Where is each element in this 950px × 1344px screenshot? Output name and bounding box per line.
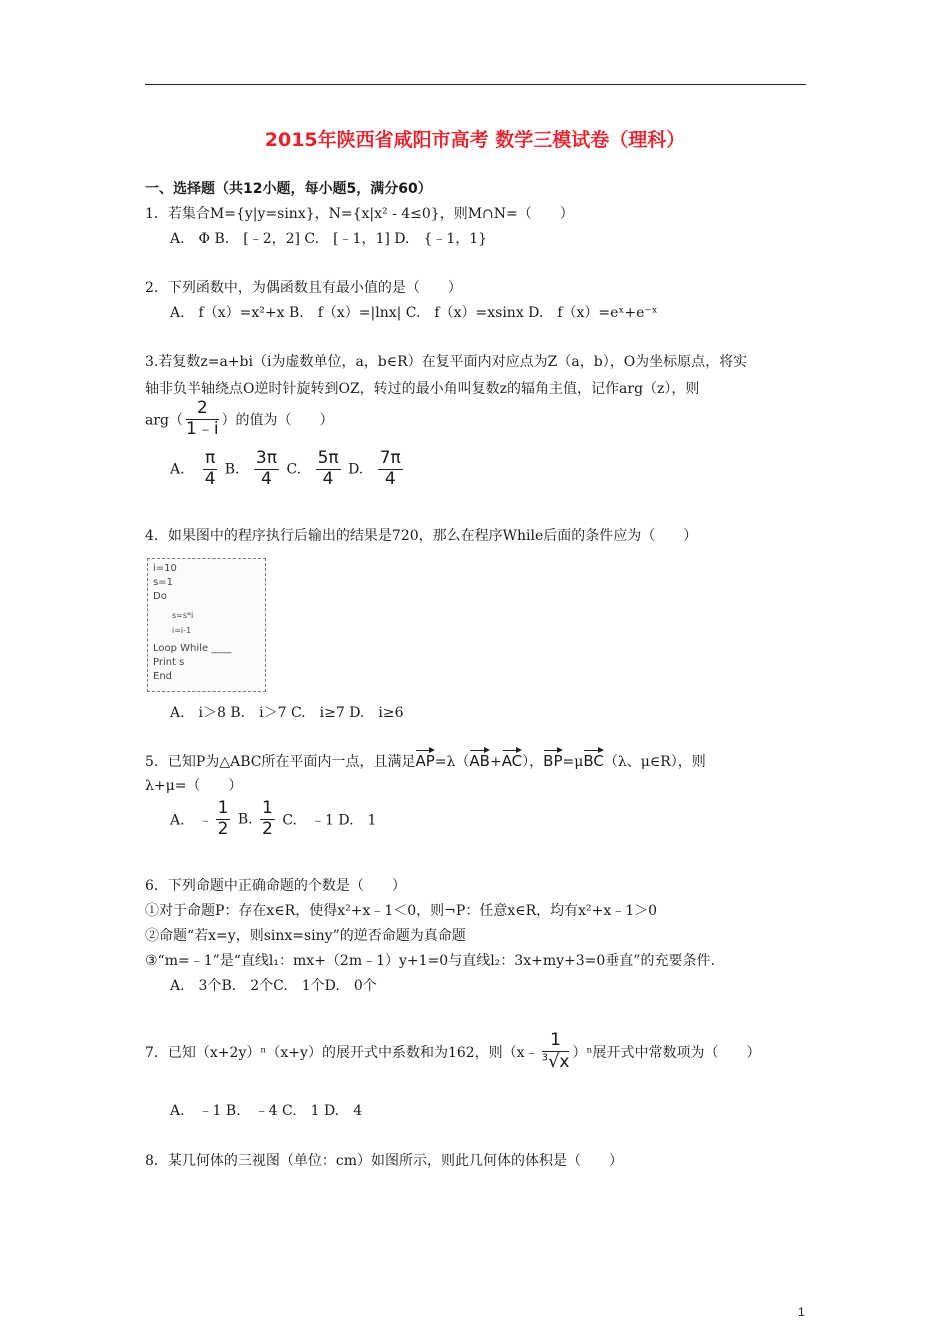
q6-stem: 6．下列命题中正确命题的个数是（ ）	[145, 878, 406, 894]
q5-option-a-label: A. ﹣	[170, 812, 213, 829]
q3-arg-prefix: arg（	[145, 412, 184, 429]
q8-stem: 8．某几何体的三视图（单位：cm）如图所示，则此几何体的体积是（ ）	[145, 1153, 624, 1169]
denominator: 4	[204, 468, 216, 489]
q3-arg-fraction	[186, 400, 219, 439]
page-number: 1	[798, 1305, 805, 1319]
denominator: 2	[217, 818, 229, 839]
q3-line2: 轴非负半轴绕点O逆时针旋转到OZ，转过的最小角叫复数z的辐角主值，记作arg（z），则	[145, 381, 700, 397]
program-line: s=1	[153, 577, 173, 588]
program-figure	[147, 558, 266, 692]
numerator: 1	[217, 798, 229, 818]
root-index: 3	[541, 1052, 548, 1064]
program-line: Print s	[153, 657, 185, 668]
q7-options: A. ﹣1 B. ﹣4 C. 1 D. 4	[170, 1103, 363, 1119]
numerator: π	[205, 448, 216, 468]
q3-line1: 3.若复数z=a+bi（i为虚数单位，a，b∈R）在复平面内对应点为Z（a，b），O为坐标原点，将实	[145, 354, 748, 370]
q7-denominator	[542, 1052, 570, 1072]
root-body: x	[559, 1051, 570, 1072]
q7-line	[145, 1032, 761, 1072]
q1-options: A. Φ B. [﹣2，2] C. [﹣1，1] D. {﹣1，1}	[170, 231, 488, 247]
numerator: 1	[262, 798, 273, 818]
q7-numerator: 1	[542, 1032, 570, 1052]
header-rule	[145, 84, 806, 85]
q3-arg-suffix: ）的值为（ ）	[221, 412, 334, 429]
vector-ap: AP	[415, 752, 435, 770]
q6-item-3: ③“m=﹣1”是“直线l₁：mx+（2m﹣1）y+1=0与直线l₂：3x+my+3=0垂直”的充要条件.	[145, 953, 715, 969]
page-title: 2015年陕西省咸阳市高考 数学三模试卷（理科）	[264, 129, 686, 151]
q2-stem: 2．下列函数中，为偶函数且有最小值的是（ ）	[145, 280, 462, 296]
cube-root	[541, 1050, 570, 1072]
q5-suffix: （λ、μ∈R），则	[603, 754, 706, 770]
q5-option-b-label: B.	[237, 811, 253, 828]
q3-option-c-label: C.	[286, 461, 302, 478]
q3-arg-denominator: 1﹣i	[186, 418, 219, 439]
q5-eq-lambda: =λ（	[434, 754, 470, 770]
q3-option-a-label: A.	[170, 461, 185, 478]
radical-sign: √	[547, 1050, 560, 1072]
program-line: Do	[153, 591, 167, 602]
q5-options-rest: C. ﹣1 D. 1	[282, 812, 377, 829]
q6-item-1: ①对于命题P：存在x∈R，使得x²+x﹣1＜0，则¬P：任意x∈R，均有x²+x﹣1＞0	[145, 903, 658, 919]
q3-option-b-fraction	[254, 450, 279, 489]
program-line: i=i-1	[172, 626, 192, 635]
q6-options: A. 3个B. 2个C. 1个D. 0个	[170, 978, 377, 994]
vector-bp: BP	[543, 752, 563, 770]
q3-line3	[145, 400, 334, 439]
denominator: 2	[262, 818, 273, 839]
q3-option-d-fraction	[378, 450, 403, 489]
q5-plus: +	[489, 754, 502, 770]
vector-ab: AB	[469, 752, 490, 770]
program-line: s=s*i	[172, 611, 194, 620]
program-line: i=10	[153, 563, 177, 574]
q6-item-2: ②命题“若x=y，则sinx=siny”的逆否命题为真命题	[145, 928, 466, 944]
q4-options: A. i＞8 B. i＞7 C. i≥7 D. i≥6	[170, 705, 404, 721]
q5-line1	[145, 750, 706, 771]
q3-options	[170, 450, 406, 489]
q7-suffix: ）ⁿ展开式中常数项为（ ）	[572, 1044, 761, 1061]
denominator: 4	[322, 468, 334, 489]
denominator: 4	[384, 468, 396, 489]
q5-line2: λ+μ=（ ）	[145, 778, 243, 794]
program-line: Loop While ____	[153, 643, 232, 654]
vector-bc: BC	[583, 752, 604, 770]
q4-stem: 4．如果图中的程序执行后输出的结果是720，那么在程序While后面的条件应为（ ）	[145, 528, 698, 544]
q1-stem: 1．若集合M={y|y=sinx}，N={x|x² - 4≤0}，则M∩N=（ ）	[145, 206, 574, 222]
numerator: 5π	[317, 448, 339, 468]
q5-options	[170, 800, 376, 839]
q5-option-a-fraction	[216, 800, 231, 839]
vector-ac: AC	[501, 752, 523, 770]
q5-prefix: 5．已知P为△ABC所在平面内一点，且满足	[145, 754, 416, 770]
q3-option-d-label: D.	[348, 461, 364, 478]
q3-option-b-label: B.	[224, 461, 240, 478]
q3-arg-numerator: 2	[186, 400, 219, 420]
q5-eq-mu: =μ	[562, 754, 584, 770]
section-heading: 一、选择题（共12小题，每小题5，满分60）	[145, 181, 432, 197]
numerator: 7π	[379, 448, 401, 468]
q7-prefix: 7．已知（x+2y）ⁿ（x+y）的展开式中系数和为162，则（x﹣	[145, 1044, 539, 1061]
q5-option-b-fraction	[260, 800, 275, 839]
numerator: 3π	[255, 448, 277, 468]
program-line: End	[153, 671, 173, 682]
q3-option-a-fraction	[203, 450, 217, 489]
q3-option-c-fraction	[316, 450, 341, 489]
q2-options: A. f（x）=x²+x B. f（x）=|lnx| C. f（x）=xsinx D. f（x）=eˣ+e⁻ˣ	[170, 305, 658, 321]
q5-mid: ），	[522, 754, 544, 770]
q7-fraction	[542, 1032, 570, 1072]
denominator: 4	[261, 468, 272, 489]
